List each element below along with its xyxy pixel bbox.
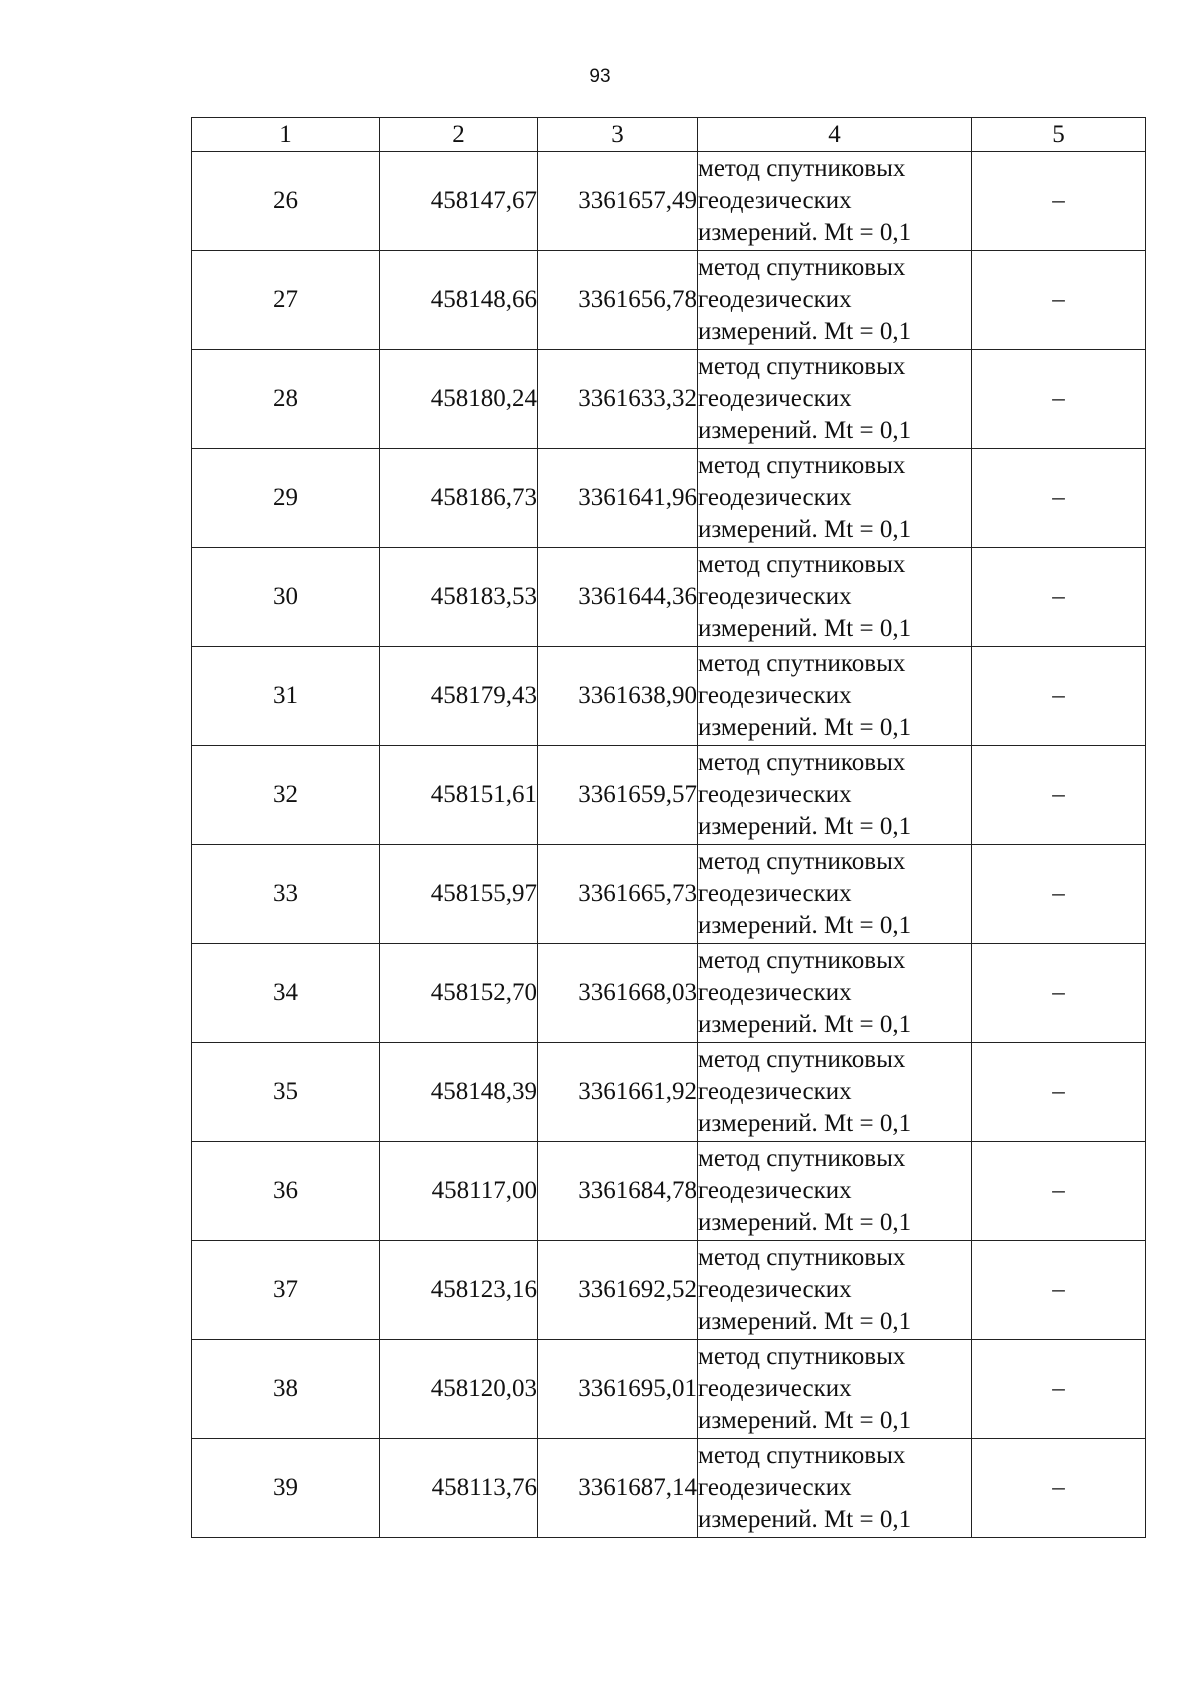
x-coordinate-cell: 458151,61 xyxy=(380,746,538,845)
note-cell: – xyxy=(972,251,1146,350)
point-number-cell: 39 xyxy=(192,1439,380,1538)
method-cell xyxy=(698,548,972,647)
table-row xyxy=(192,1340,1146,1439)
method-cell xyxy=(698,1340,972,1439)
method-line: геодезических xyxy=(698,880,852,907)
method-line: геодезических xyxy=(698,286,852,313)
method-line: измерений. Mt = 0,1 xyxy=(698,615,912,642)
point-number-cell: 35 xyxy=(192,1043,380,1142)
method-line: измерений. Mt = 0,1 xyxy=(698,1011,912,1038)
point-number-cell: 27 xyxy=(192,251,380,350)
x-coordinate-cell: 458183,53 xyxy=(380,548,538,647)
x-coordinate-cell: 458180,24 xyxy=(380,350,538,449)
y-coordinate-cell: 3361684,78 xyxy=(538,1142,698,1241)
note-cell: – xyxy=(972,746,1146,845)
note-cell: – xyxy=(972,449,1146,548)
y-coordinate-cell: 3361644,36 xyxy=(538,548,698,647)
note-cell: – xyxy=(972,1043,1146,1142)
method-cell xyxy=(698,746,972,845)
method-line: метод спутниковых xyxy=(698,650,906,677)
method-line: измерений. Mt = 0,1 xyxy=(698,219,912,246)
method-line: метод спутниковых xyxy=(698,1442,906,1469)
note-cell: – xyxy=(972,944,1146,1043)
x-coordinate-cell: 458155,97 xyxy=(380,845,538,944)
column-header-1: 1 xyxy=(192,118,380,152)
method-cell xyxy=(698,1439,972,1538)
method-line: геодезических xyxy=(698,484,852,511)
note-cell: – xyxy=(972,152,1146,251)
method-line: измерений. Mt = 0,1 xyxy=(698,1209,912,1236)
table-row xyxy=(192,152,1146,251)
method-line: метод спутниковых xyxy=(698,1244,906,1271)
method-line: измерений. Mt = 0,1 xyxy=(698,714,912,741)
x-coordinate-cell: 458113,76 xyxy=(380,1439,538,1538)
table-row xyxy=(192,350,1146,449)
column-header-4: 4 xyxy=(698,118,972,152)
method-line: измерений. Mt = 0,1 xyxy=(698,1110,912,1137)
y-coordinate-cell: 3361659,57 xyxy=(538,746,698,845)
column-header-2: 2 xyxy=(380,118,538,152)
note-cell: – xyxy=(972,1142,1146,1241)
note-cell: – xyxy=(972,548,1146,647)
table-header-row xyxy=(192,118,1146,152)
coordinates-table xyxy=(191,117,1146,1538)
point-number-cell: 31 xyxy=(192,647,380,746)
point-number-cell: 29 xyxy=(192,449,380,548)
point-number-cell: 33 xyxy=(192,845,380,944)
method-line: метод спутниковых xyxy=(698,452,906,479)
x-coordinate-cell: 458186,73 xyxy=(380,449,538,548)
x-coordinate-cell: 458152,70 xyxy=(380,944,538,1043)
method-line: геодезических xyxy=(698,1276,852,1303)
method-line: метод спутниковых xyxy=(698,947,906,974)
method-cell xyxy=(698,251,972,350)
y-coordinate-cell: 3361657,49 xyxy=(538,152,698,251)
method-line: метод спутниковых xyxy=(698,1145,906,1172)
note-cell: – xyxy=(972,1340,1146,1439)
note-cell: – xyxy=(972,1241,1146,1340)
method-line: геодезических xyxy=(698,1474,852,1501)
method-line: метод спутниковых xyxy=(698,1046,906,1073)
method-cell xyxy=(698,1142,972,1241)
x-coordinate-cell: 458117,00 xyxy=(380,1142,538,1241)
point-number-cell: 30 xyxy=(192,548,380,647)
method-cell xyxy=(698,449,972,548)
table-row xyxy=(192,746,1146,845)
method-line: геодезических xyxy=(698,1375,852,1402)
table-row xyxy=(192,1043,1146,1142)
method-line: измерений. Mt = 0,1 xyxy=(698,813,912,840)
method-line: метод спутниковых xyxy=(698,1343,906,1370)
table-row xyxy=(192,1439,1146,1538)
x-coordinate-cell: 458120,03 xyxy=(380,1340,538,1439)
table-row xyxy=(192,251,1146,350)
method-cell xyxy=(698,1043,972,1142)
table-row xyxy=(192,1142,1146,1241)
table-body xyxy=(192,152,1146,1538)
method-line: геодезических xyxy=(698,187,852,214)
method-cell xyxy=(698,350,972,449)
y-coordinate-cell: 3361695,01 xyxy=(538,1340,698,1439)
method-line: геодезических xyxy=(698,979,852,1006)
method-cell xyxy=(698,647,972,746)
table-row xyxy=(192,548,1146,647)
method-line: метод спутниковых xyxy=(698,848,906,875)
y-coordinate-cell: 3361668,03 xyxy=(538,944,698,1043)
method-line: геодезических xyxy=(698,583,852,610)
column-header-5: 5 xyxy=(972,118,1146,152)
y-coordinate-cell: 3361638,90 xyxy=(538,647,698,746)
method-line: измерений. Mt = 0,1 xyxy=(698,912,912,939)
table-row xyxy=(192,647,1146,746)
y-coordinate-cell: 3361633,32 xyxy=(538,350,698,449)
note-cell: – xyxy=(972,845,1146,944)
y-coordinate-cell: 3361661,92 xyxy=(538,1043,698,1142)
table-row xyxy=(192,845,1146,944)
table-row xyxy=(192,944,1146,1043)
x-coordinate-cell: 458123,16 xyxy=(380,1241,538,1340)
y-coordinate-cell: 3361641,96 xyxy=(538,449,698,548)
method-line: метод спутниковых xyxy=(698,254,906,281)
method-line: метод спутниковых xyxy=(698,155,906,182)
method-cell xyxy=(698,152,972,251)
method-cell xyxy=(698,944,972,1043)
method-cell xyxy=(698,1241,972,1340)
point-number-cell: 36 xyxy=(192,1142,380,1241)
x-coordinate-cell: 458179,43 xyxy=(380,647,538,746)
y-coordinate-cell: 3361687,14 xyxy=(538,1439,698,1538)
x-coordinate-cell: 458147,67 xyxy=(380,152,538,251)
point-number-cell: 38 xyxy=(192,1340,380,1439)
method-line: метод спутниковых xyxy=(698,749,906,776)
method-cell xyxy=(698,845,972,944)
method-line: измерений. Mt = 0,1 xyxy=(698,516,912,543)
point-number-cell: 34 xyxy=(192,944,380,1043)
method-line: геодезических xyxy=(698,1078,852,1105)
method-line: геодезических xyxy=(698,385,852,412)
point-number-cell: 28 xyxy=(192,350,380,449)
x-coordinate-cell: 458148,39 xyxy=(380,1043,538,1142)
y-coordinate-cell: 3361692,52 xyxy=(538,1241,698,1340)
method-line: метод спутниковых xyxy=(698,551,906,578)
column-header-3: 3 xyxy=(538,118,698,152)
point-number-cell: 26 xyxy=(192,152,380,251)
method-line: геодезических xyxy=(698,682,852,709)
method-line: измерений. Mt = 0,1 xyxy=(698,417,912,444)
method-line: измерений. Mt = 0,1 xyxy=(698,1506,912,1533)
method-line: измерений. Mt = 0,1 xyxy=(698,318,912,345)
method-line: измерений. Mt = 0,1 xyxy=(698,1308,912,1335)
note-cell: – xyxy=(972,647,1146,746)
method-line: измерений. Mt = 0,1 xyxy=(698,1407,912,1434)
table-row xyxy=(192,1241,1146,1340)
x-coordinate-cell: 458148,66 xyxy=(380,251,538,350)
y-coordinate-cell: 3361665,73 xyxy=(538,845,698,944)
y-coordinate-cell: 3361656,78 xyxy=(538,251,698,350)
table-row xyxy=(192,449,1146,548)
page-number: 93 xyxy=(589,66,611,87)
note-cell: – xyxy=(972,1439,1146,1538)
point-number-cell: 32 xyxy=(192,746,380,845)
point-number-cell: 37 xyxy=(192,1241,380,1340)
method-line: метод спутниковых xyxy=(698,353,906,380)
method-line: геодезических xyxy=(698,781,852,808)
note-cell: – xyxy=(972,350,1146,449)
method-line: геодезических xyxy=(698,1177,852,1204)
